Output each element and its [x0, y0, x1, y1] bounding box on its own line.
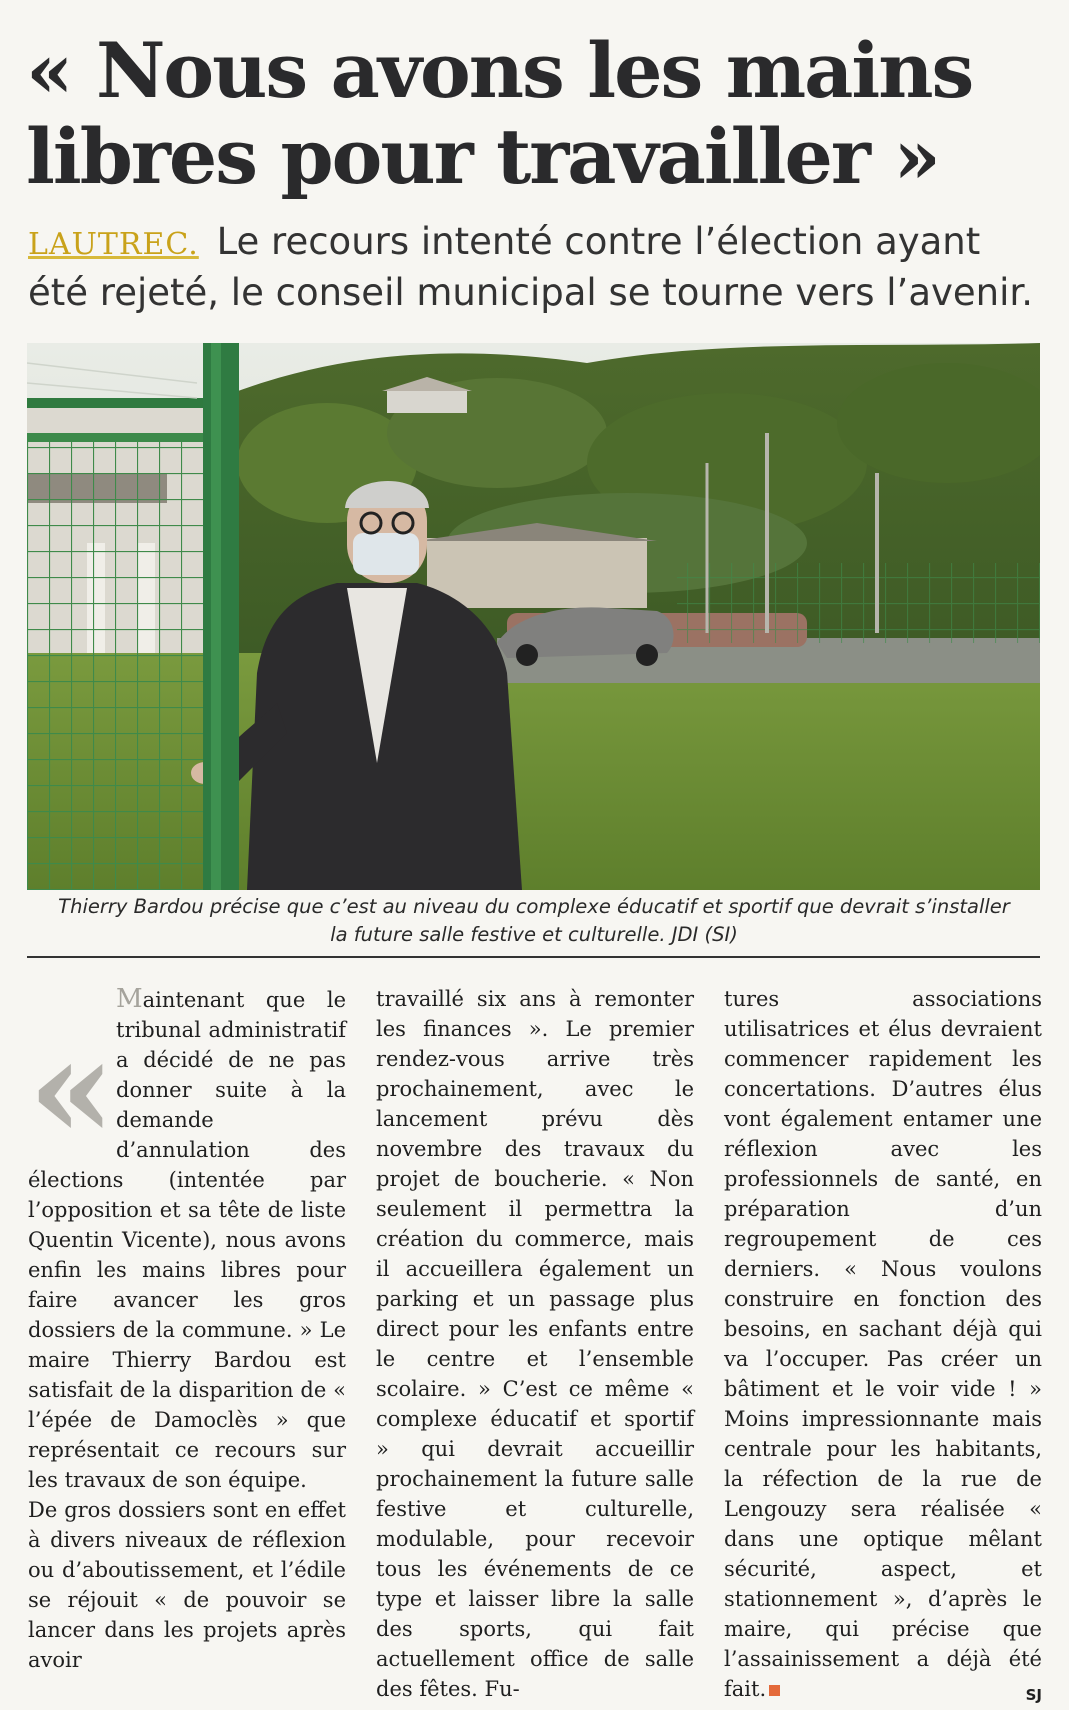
standfirst	[28, 218, 1038, 317]
kicker-location: LAUTREC.	[28, 227, 199, 262]
paragraph-1-text: aintenant que le tribunal administratif a décidé de ne pas donner suite à la demande d’annulation des élections (intentée par l’opposition et sa tête de liste Quentin Vicente), nous avons enfin les mains libres pour faire avancer les gros dossiers de la commune. » Le maire Thierry Bardou est satisfait de la disparition de « l’épée de Damoclès » que représentait ce recours sur les travaux de son équipe.	[28, 988, 346, 1492]
article-paragraph-2: De gros dossiers sont en effet à divers niveaux de réflexion ou d’aboutissement, et l’édile se réjouit « de pouvoir se lancer dans les projets après avoir	[28, 1498, 346, 1672]
photo-illustration	[27, 343, 1040, 890]
photo-caption	[20, 893, 1048, 949]
article-column-3	[724, 984, 1042, 1710]
headline-line-1: « Nous avons les mains	[26, 26, 973, 115]
article-column-2-text: travaillé six ans à remonter les finances ». Le premier rendez-vous arrive très prochainement, avec le lancement prévu dès novembre des travaux du projet de boucherie. « Non seulement il permettra la création du commerce, mais il accueillera également un parking et un passage plus direct pour les enfants entre le centre et l’ensemble scolaire. » C’est ce même « complexe éducatif et sportif » qui devrait accueillir prochainement la future salle festive et culturelle, modulable, pour recevoir tous les événements de ce type et laisser libre la salle des sports, qui fait actuellement office de salle des fêtes. Fu-	[376, 987, 694, 1701]
article-column-3-paragraph	[724, 984, 1042, 1704]
open-quote-icon: «	[28, 1007, 116, 1171]
headline	[26, 28, 1036, 200]
article-column-3-text: tures associations utilisatrices et élus devraient commencer rapidement les concertations. D’autres élus vont également entamer une réflexion avec les professionnels de santé, en préparation d’un regroupement de ces derniers. « Nous voulons construire en fonction des besoins, en sachant déjà qui va l’occuper. Pas créer un bâtiment et le voir vide ! » Moins impressionnante mais centrale pour les habitants, la réfection de la rue de Lengouzy sera réalisée « dans une optique mêlant sécurité, aspect, et stationnement », d’après le maire, qui précise que l’assainissement a déjà été fait.	[724, 987, 1042, 1701]
author-signature: SJ	[1025, 1686, 1042, 1704]
headline-line-2: libres pour travailler »	[26, 112, 939, 201]
article-photo	[27, 343, 1040, 890]
end-mark-icon	[769, 1685, 780, 1696]
caption-line-1: Thierry Bardou précise que c’est au niveau du complexe éducatif et sportif que devrait s’installer	[58, 895, 1010, 918]
section-divider	[27, 956, 1040, 958]
initial-letter: M	[116, 984, 143, 1014]
article-column-2	[376, 984, 694, 1704]
caption-line-2: la future salle festive et culturelle. JDI (SI)	[330, 923, 738, 946]
article-column-1	[28, 984, 346, 1675]
standfirst-text: Le recours intenté contre l’élection ayant été rejeté, le conseil municipal se tourne vers l’avenir.	[28, 220, 1033, 314]
